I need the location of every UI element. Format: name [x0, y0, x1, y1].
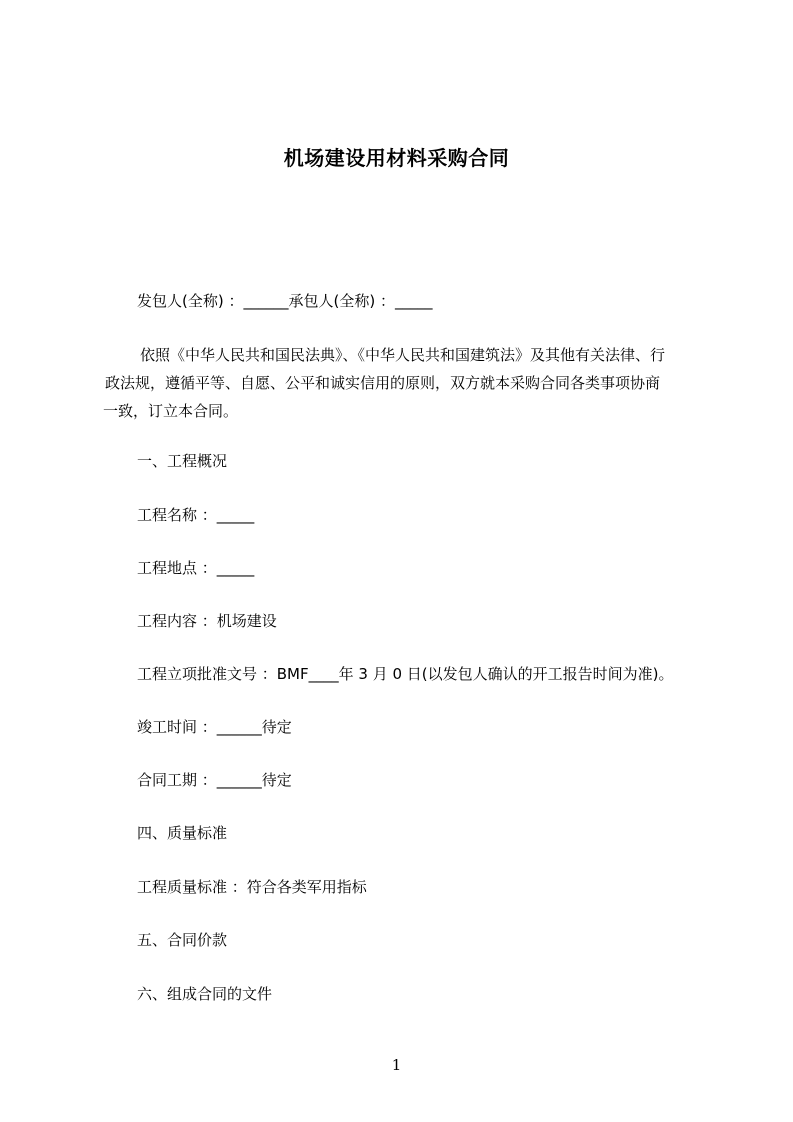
project-content-line: 工程内容 ：机场建设	[137, 612, 277, 630]
intro-paragraph	[103, 341, 703, 425]
project-approval-line: 工程立项批准文号 ：BMF____年 3 月 0 日(以发包人确认的开工报告时间为准)。	[137, 665, 674, 683]
intro-line-1: 依照《中华人民共和国民法典》、《中华人民共和国建筑法》及其他有关法律、行	[140, 346, 666, 364]
section-6-heading: 六、组成合同的文件	[137, 985, 273, 1003]
section-1-heading: 一、工程概况	[137, 452, 228, 470]
contract-period-line: 合同工期 ：______待定	[137, 771, 292, 789]
document-title: 机场建设用材料采购合同	[283, 146, 510, 170]
section-4-heading: 四、质量标准	[137, 824, 228, 842]
intro-line-2: 政法规，遵循平等、自愿、公平和诚实信用的原则，双方就本采购合同各类事项协商	[105, 374, 661, 392]
quality-standard-line: 工程质量标准 ：符合各类军用指标	[137, 878, 367, 896]
project-name-line: 工程名称 ：_____	[137, 506, 255, 524]
parties-line: 发包人(全称) ：______承包人(全称) ：_____	[137, 292, 433, 310]
page-number: 1	[391, 1056, 402, 1074]
completion-time-line: 竣工时间 ：______待定	[137, 718, 292, 736]
intro-line-3: 一致，订立本合同。	[103, 402, 239, 420]
project-location-line: 工程地点 ：_____	[137, 559, 255, 577]
section-5-heading: 五、合同价款	[137, 931, 228, 949]
